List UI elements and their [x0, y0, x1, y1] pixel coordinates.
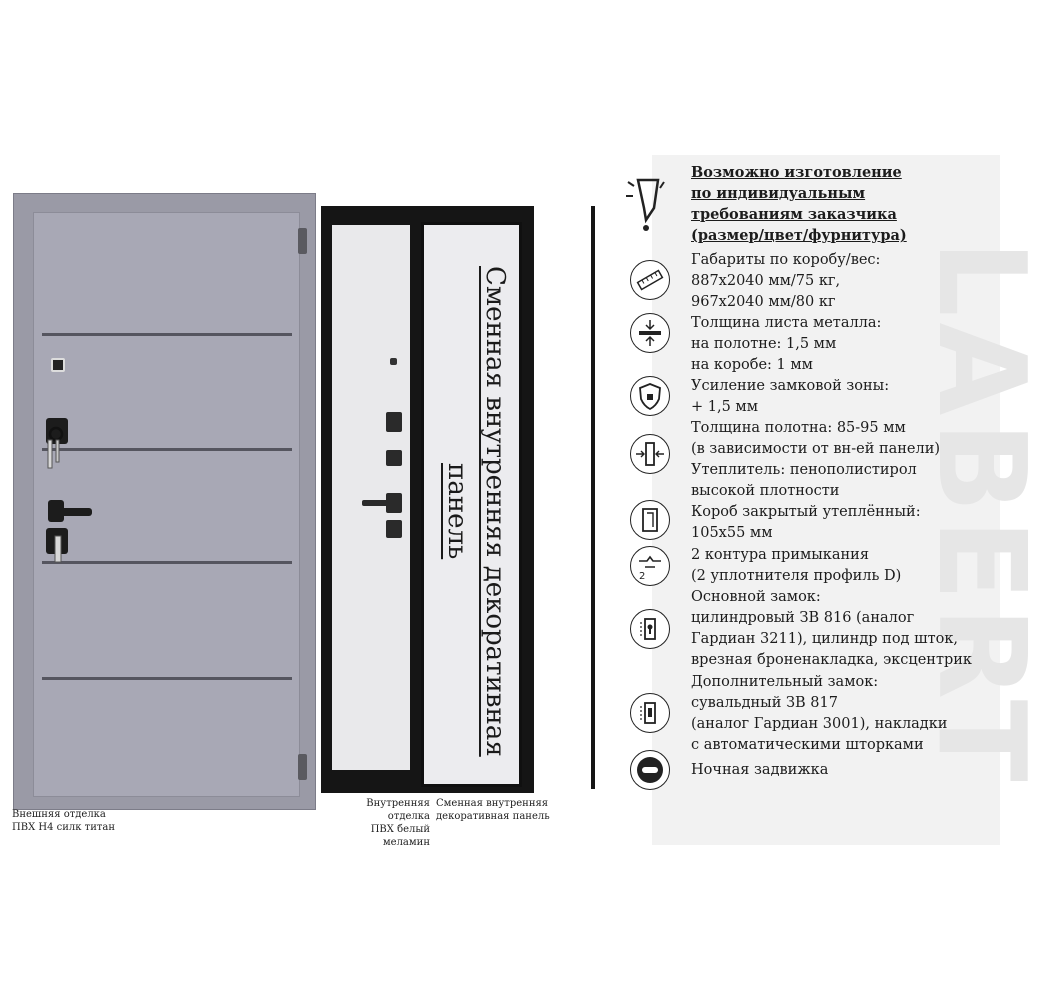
spec-line: цилиндровый ЗВ 816 (аналог: [691, 610, 915, 626]
key-bunch-icon: [40, 420, 80, 472]
door-hinge: [298, 228, 307, 254]
spec-heading-line: Возможно изготовление: [691, 164, 902, 181]
spec-line: 105х55 мм: [691, 525, 773, 541]
spec-line: Толщина полотна: 85-95 мм: [691, 420, 906, 436]
key-icon: [50, 534, 68, 566]
spec-heading-line: требованиям заказчика: [691, 206, 897, 223]
vertical-divider: [591, 206, 595, 789]
peephole-icon: [51, 358, 65, 372]
door-groove: [42, 561, 292, 564]
spec-line: на полотне: 1,5 мм: [691, 336, 837, 352]
spec-line: с автоматическими шторками: [691, 737, 924, 753]
spec-line: (в зависимости от вн-ей панели): [691, 441, 941, 457]
night-latch-icon: [630, 750, 670, 790]
interior-caption: Внутренняя отделка ПВХ белый меламин: [366, 798, 430, 848]
interior-handle: [362, 500, 394, 506]
frame-profile-icon: [630, 500, 670, 540]
spec-line: Ночная задвижка: [691, 762, 829, 778]
door-hinge: [298, 754, 307, 780]
panel-strip-text: Сменная внутренняя декоративная панель: [442, 265, 510, 757]
interior-lock-turn: [386, 412, 402, 432]
spec-line: 887х2040 мм/75 кг,: [691, 273, 841, 289]
seal-contours-icon: [630, 546, 670, 586]
interior-peephole-icon: [390, 358, 397, 365]
spec-line: 967х2040 мм/80 кг: [691, 294, 836, 310]
svg-text:2: 2: [639, 571, 646, 582]
spec-line: (аналог Гардиан 3001), накладки: [691, 716, 948, 732]
door-handle: [52, 508, 92, 516]
exterior-door-leaf: [33, 212, 300, 797]
door-groove: [42, 677, 292, 680]
spec-line: Короб закрытый утеплённый:: [691, 504, 921, 520]
spec-line: высокой плотности: [691, 483, 840, 499]
brand-watermark: LABERT: [911, 240, 1050, 788]
spec-line: Основной замок:: [691, 589, 821, 605]
night-latch-knob: [386, 450, 402, 466]
spec-line: Толщина листа металла:: [691, 315, 882, 331]
spec-line: врезная броненакладка, эксцентрик: [691, 652, 972, 668]
shield-icon: [630, 376, 670, 416]
spec-line: (2 уплотнителя профиль D): [691, 568, 902, 584]
spec-line: Утеплитель: пенополистирол: [691, 462, 917, 478]
spec-line: Гардиан 3211), цилиндр под шток,: [691, 631, 958, 647]
spec-line: Габариты по коробу/вес:: [691, 252, 881, 268]
spec-line: Усиление замковой зоны:: [691, 378, 890, 394]
main-lock-icon: [630, 609, 670, 649]
lamp-idea-icon: [624, 170, 668, 236]
spec-line: + 1,5 мм: [691, 399, 758, 415]
spec-line: на коробе: 1 мм: [691, 357, 813, 373]
door-thickness-icon: [630, 434, 670, 474]
sheet-thickness-icon: [630, 313, 670, 353]
door-groove: [42, 333, 292, 336]
spec-line: Дополнительный замок:: [691, 674, 879, 690]
spec-line: 2 контура примыкания: [691, 547, 869, 563]
spec-heading-line: по индивидуальным: [691, 185, 866, 202]
ruler-icon: [630, 260, 670, 300]
extra-lock-icon: [630, 693, 670, 733]
spec-line: сувальдный ЗВ 817: [691, 695, 838, 711]
interior-lock-cylinder: [386, 520, 402, 538]
decorative-panel-sample: [421, 222, 522, 787]
panel-caption: Сменная внутренняя декоративная панель: [436, 798, 550, 822]
spec-heading-line: (размер/цвет/фурнитура): [691, 227, 907, 244]
exterior-caption: Внешняя отделка ПВХ Н4 силк титан: [12, 809, 116, 833]
